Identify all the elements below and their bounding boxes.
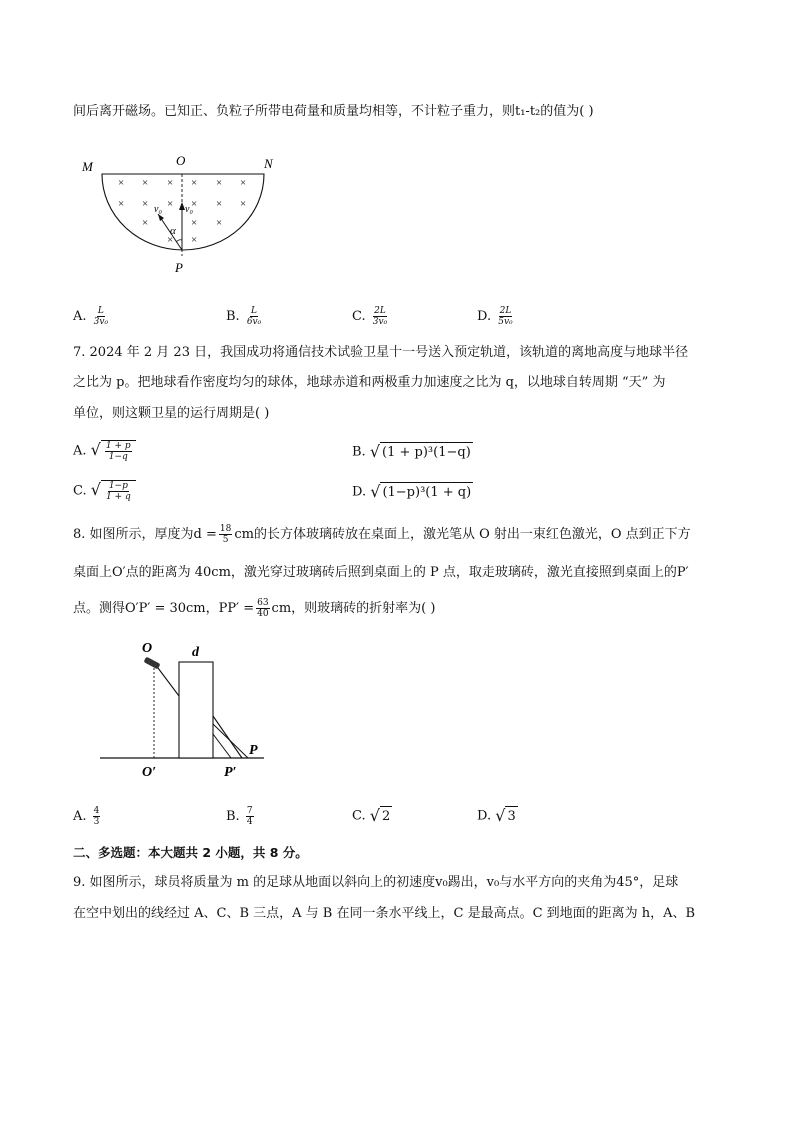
cross-mark: ×: [216, 177, 223, 189]
label-M: M: [82, 159, 93, 174]
label-v0-right: v₀: [185, 204, 193, 215]
q6-option-d[interactable]: D. $\frac{2L}{\text{5v₀}}$: [477, 306, 513, 327]
velocity-arrowhead-tilted: [158, 214, 164, 221]
cross-mark: ×: [216, 198, 223, 210]
label-P: P: [249, 743, 258, 758]
cross-mark: ×: [191, 234, 198, 246]
cross-mark: ×: [240, 177, 247, 189]
cross-mark: ×: [142, 177, 149, 189]
cross-mark: ×: [191, 198, 198, 210]
q8-line-1: 8. 如图所示，厚度为d = $\frac{18}{5}$ cm的长方体玻璃砖放在桌面上，激光笔从 O 射出一束红色激光，O 点到正下方: [73, 524, 691, 545]
q8-option-a[interactable]: A. $\frac{4}{3}$: [73, 806, 100, 827]
label-N: N: [264, 156, 273, 171]
q7-option-a[interactable]: A. √ $\frac{1 + p}{1-q}$: [73, 440, 136, 462]
q7-option-d[interactable]: D. √ (1−p)³(1 + q): [352, 482, 472, 501]
glass-brick-figure: [96, 634, 276, 784]
label-alpha: α: [170, 225, 176, 237]
q7-option-b[interactable]: B. √ (1 + p)³(1−q): [352, 442, 471, 461]
q8-option-d[interactable]: D. √ 3: [477, 806, 516, 825]
cross-mark: ×: [142, 217, 149, 229]
q6-option-c[interactable]: C. $\frac{2L}{\text{3v₀}}$: [352, 306, 388, 327]
q8-line-2: 桌面上O′点的距离为 40cm，激光穿过玻璃砖后照到桌面上的 P 点，取走玻璃砖，激光直接照到桌面上的P′: [73, 565, 689, 580]
label-P: P: [175, 260, 183, 275]
cross-mark: ×: [191, 217, 198, 229]
q8-option-c[interactable]: C. √ 2: [352, 806, 391, 825]
label-P-prime: P′: [224, 765, 237, 780]
laser-pointer: [144, 657, 161, 670]
q7-line-1: 7. 2024 年 2 月 23 日，我国成功将通信技术试验卫星十一号送入预定轨道，该轨道的离地高度与地球半径: [73, 345, 689, 360]
q7-option-c[interactable]: C. √ $\frac{1-p}{1 + q}$: [73, 480, 136, 502]
q9-line-1: 9. 如图所示，球员将质量为 m 的足球从地面以斜向上的初速度v₀踢出，v₀与水平方向的夹角为45°，足球: [73, 875, 679, 890]
label-v0-left: v₀: [154, 204, 162, 215]
cross-mark: ×: [240, 198, 247, 210]
q8-line-3: 点。测得O′P′ = 30cm，PP′ = $\frac{63}{40}$ cm，则玻璃砖的折射率为( ): [73, 598, 436, 619]
label-O: O: [142, 641, 153, 656]
label-d: d: [192, 645, 199, 660]
cross-mark: ×: [142, 198, 149, 210]
laser-refracted-ray: [213, 716, 242, 758]
cross-mark: ×: [118, 177, 125, 189]
angle-arc: [176, 240, 182, 242]
label-O: O: [176, 153, 186, 168]
glass-brick: [179, 662, 213, 758]
cross-mark: ×: [191, 177, 198, 189]
magnetic-field-figure: [80, 150, 280, 280]
section-2-title: 二、多选题：本大题共 2 小题，共 8 分。: [73, 845, 308, 860]
cross-mark: ×: [167, 234, 174, 246]
laser-incident-ray: [158, 668, 179, 696]
cross-mark: ×: [167, 198, 174, 210]
label-O-prime: O′: [142, 765, 157, 780]
q6-text: 间后离开磁场。已知正、负粒子所带电荷量和质量均相等，不计粒子重力，则t₁-t₂的值为( ): [73, 104, 594, 119]
q7-line-3: 单位，则这颗卫星的运行周期是( ): [73, 406, 270, 421]
cross-mark: ×: [167, 177, 174, 189]
cross-mark: ×: [118, 198, 125, 210]
q9-line-2: 在空中划出的线经过 A、C、B 三点，A 与 B 在同一条水平线上，C 是最高点。C 到地面的距离为 h，A、B: [73, 906, 696, 921]
q8-option-b[interactable]: B. $\frac{7}{4}$: [226, 806, 253, 827]
cross-mark: ×: [216, 217, 223, 229]
q7-line-2: 之比为 p。把地球看作密度均匀的球体，地球赤道和两极重力加速度之比为 q，以地球自转周期 “天” 为: [73, 375, 666, 390]
q6-option-a[interactable]: A. $\frac{L}{\text{3v₀}}$: [73, 306, 109, 327]
q6-option-b[interactable]: B. $\frac{L}{\text{6v₀}}$: [226, 306, 262, 327]
